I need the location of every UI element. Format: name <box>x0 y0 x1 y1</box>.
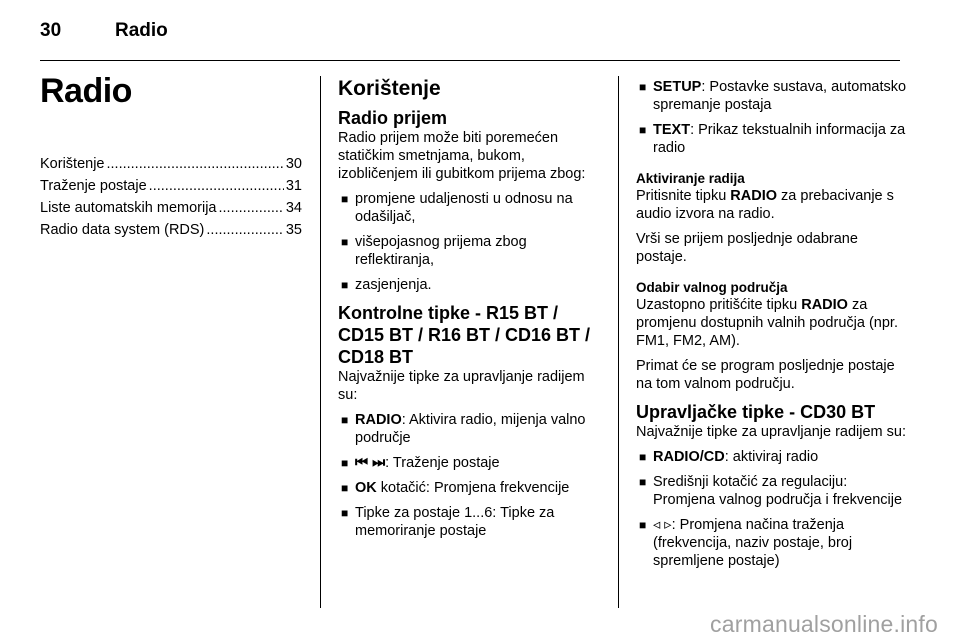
key-label: TEXT <box>653 122 691 138</box>
list-item: ■ TEXT: Prikaz tekstualnih informacija za radio <box>639 122 906 156</box>
column-divider-2 <box>618 76 619 608</box>
seek-icons: ⏮ ⏭ <box>355 455 386 471</box>
last-station-text: Vrši se prijem posljednje odabrane postaje. <box>636 231 858 265</box>
key-label: OK <box>355 480 377 496</box>
toc-entry[interactable] <box>40 219 302 241</box>
control-keys-list-continued <box>636 78 908 157</box>
list-item: ■ SETUP: Postavke sustava, automatsko spremanje postaja <box>639 79 907 113</box>
toc-page: 30 <box>285 156 302 172</box>
toc-leader <box>219 197 284 219</box>
waveband-heading: Odabir valnog područja <box>636 280 788 295</box>
bullet-icon: ■ <box>341 456 349 470</box>
activate-radio-text: Pritisnite tipku RADIO za prebacivanje s audio izvora na radio. <box>636 188 894 222</box>
section-title: Korištenje <box>338 77 441 100</box>
toc-page: 31 <box>285 178 302 194</box>
key-label: SETUP <box>653 79 702 95</box>
column-divider-1 <box>320 76 321 608</box>
toc-entry[interactable] <box>40 175 302 197</box>
cd30-keys-list <box>636 448 908 570</box>
list-item: ■ Tipke za postaje 1...6: Tipke za memoriranje postaje <box>341 505 555 539</box>
toc-label: Liste automatskih memorija <box>40 200 217 216</box>
bullet-icon: ■ <box>639 475 647 489</box>
bullet-icon: ■ <box>639 80 647 94</box>
key-label: RADIO/CD <box>653 449 725 465</box>
interference-causes-list <box>338 190 603 294</box>
toc-entry[interactable] <box>40 153 302 175</box>
waveband-text: Uzastopno pritišćite tipku RADIO za promjenu dostupnih valnih područja (npr. FM1, FM2, AM). <box>636 297 898 349</box>
radio-reception-text: Radio prijem može biti poremećen statičkim smetnjama, bukom, izobličenjem ili gubitkom prijema zbog: <box>338 130 586 182</box>
table-of-contents <box>40 153 302 241</box>
search-mode-arrows-icon: ◃ ▹ <box>653 517 672 533</box>
bullet-icon: ■ <box>639 518 647 532</box>
toc-leader <box>149 175 284 197</box>
bullet-icon: ■ <box>341 278 349 292</box>
usage-column <box>338 68 603 547</box>
control-keys-title: Kontrolne tipke - R15 BT / CD15 BT / R16 BT / CD16 BT / CD18 BT <box>338 303 591 367</box>
list-item: ■ Središnji kotačić za regulaciju: Promjena valnog područja i frekvencije <box>639 474 903 508</box>
chapter-title: Radio <box>40 72 132 110</box>
toc-page: 34 <box>285 200 302 216</box>
bullet-icon: ■ <box>639 123 647 137</box>
toc-page: 35 <box>285 222 302 238</box>
key-label: RADIO <box>355 412 402 428</box>
list-item: ■ ⏮ ⏭: Traženje postaje <box>341 455 500 471</box>
list-item: ■ RADIO/CD: aktiviraj radio <box>639 449 819 465</box>
list-item: ■ OK kotačić: Promjena frekvencije <box>341 480 570 496</box>
bullet-icon: ■ <box>639 450 647 464</box>
chapter-column <box>40 68 302 241</box>
control-keys-intro: Najvažnije tipke za upravljanje radijem su: <box>338 369 585 403</box>
running-title: Radio <box>115 20 168 41</box>
bullet-icon: ■ <box>341 506 349 520</box>
list-item: ■ ◃ ▹: Promjena načina traženja (frekvencija, naziv postaje, broj spremljene postaje) <box>639 517 853 569</box>
watermark: carmanualsonline.info <box>710 611 938 637</box>
toc-label: Korištenje <box>40 156 105 172</box>
bullet-icon: ■ <box>341 481 349 495</box>
list-item: ■ višepojasnog prijema zbog reflektiranja, <box>341 234 527 268</box>
toc-label: Traženje postaje <box>40 178 147 194</box>
activate-radio-heading: Aktiviranje radija <box>636 171 745 186</box>
page-number: 30 <box>40 20 62 41</box>
list-item: ■ promjene udaljenosti u odnosu na odašiljač, <box>341 191 573 225</box>
radio-reception-title: Radio prijem <box>338 108 448 128</box>
bullet-icon: ■ <box>341 235 349 249</box>
list-item: ■ RADIO: Aktivira radio, mijenja valno područje <box>341 412 586 446</box>
header-rule <box>40 60 900 61</box>
toc-label: Radio data system (RDS) <box>40 222 205 238</box>
cd30-keys-intro: Najvažnije tipke za upravljanje radijem su: <box>636 424 906 440</box>
waveband-note: Primat će se program posljednje postaje na tom valnom području. <box>636 358 895 392</box>
toc-leader <box>106 153 283 175</box>
cd30-keys-title: Upravljačke tipke - CD30 BT <box>636 402 876 422</box>
control-keys-list <box>338 411 603 540</box>
list-item: ■ zasjenjenja. <box>341 277 432 293</box>
toc-leader <box>206 219 283 241</box>
bullet-icon: ■ <box>341 192 349 206</box>
bullet-icon: ■ <box>341 413 349 427</box>
details-column <box>636 68 908 577</box>
toc-entry[interactable] <box>40 197 302 219</box>
